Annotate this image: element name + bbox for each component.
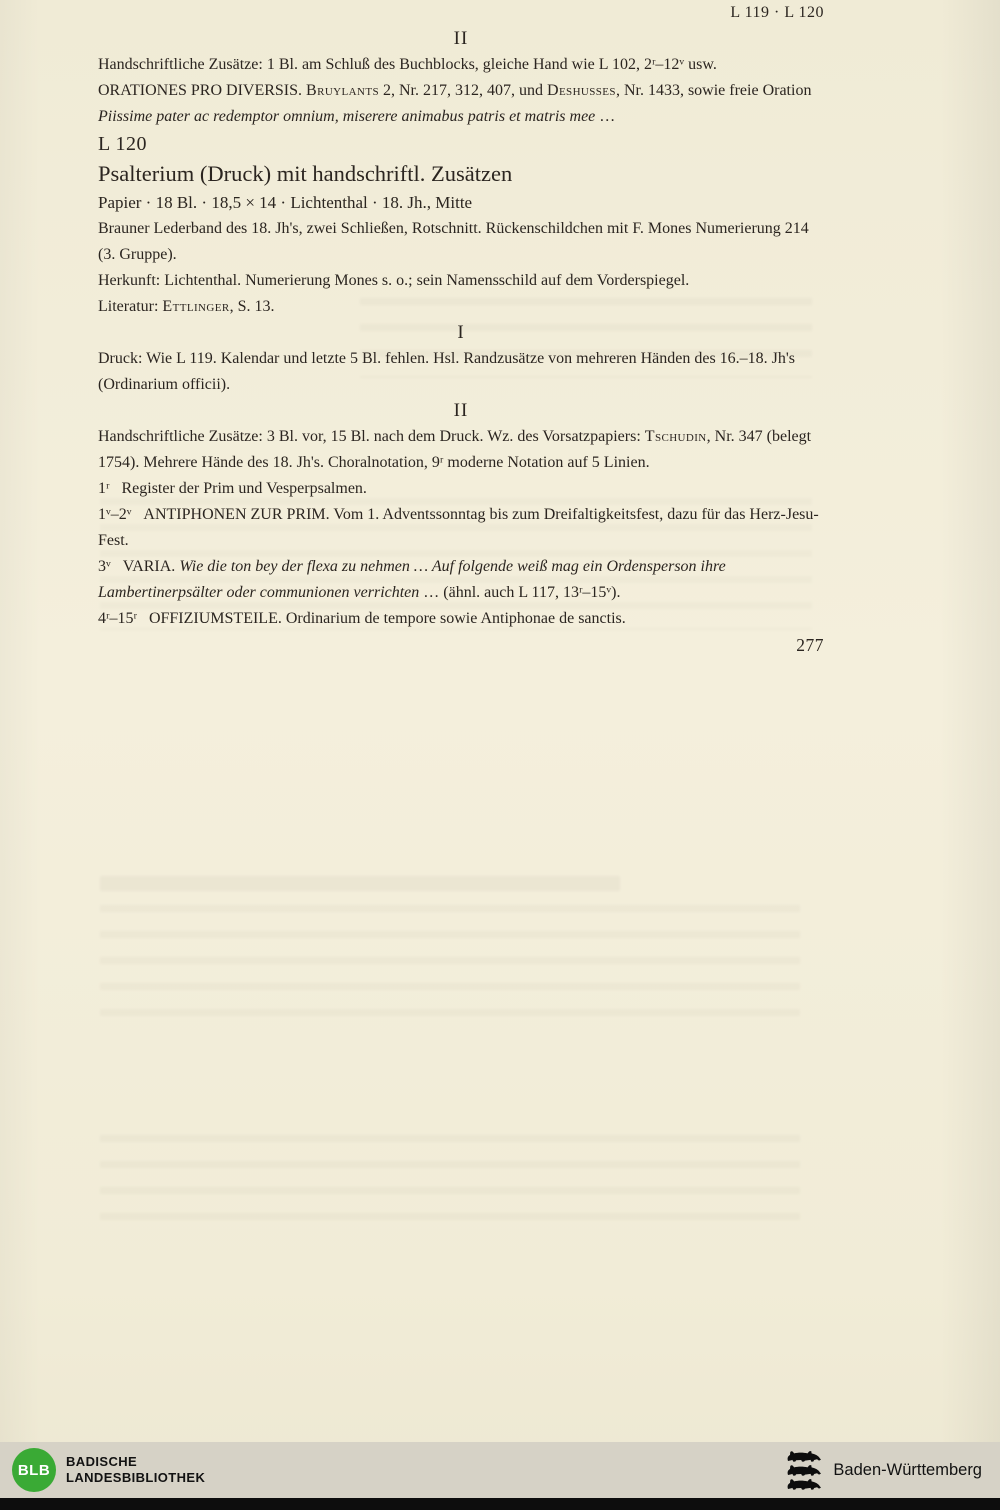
bw-branding-link[interactable] [785, 1450, 1000, 1490]
baden-wuerttemberg-coat-of-arms-icon [785, 1450, 823, 1490]
library-name-line2: LANDESBIBLIOTHEK [66, 1470, 206, 1485]
running-head-shelfmarks: L 119 · L 120 [730, 4, 824, 21]
folio-ref: 1ʳ [98, 480, 110, 497]
shelfmark-heading: L 120 [98, 133, 147, 155]
orationes-mid1: 2, Nr. 217, 312, 407, und [378, 82, 547, 99]
paragraph-print-description: Druck: Wie L 119. Kalendar und letzte 5 Bl. fehlen. Hsl. Randzusätze von mehreren Händen des 16.–18. Jh's (Ordinarium officii). [98, 350, 796, 393]
material-line: Papier · 18 Bl. · 18,5 × 14 · Lichtenthal · 18. Jh., Mitte [98, 193, 473, 212]
literature-label: Literatur: [98, 298, 163, 315]
orationes-mid2: , Nr. 1433, sowie freie Oration [615, 82, 812, 99]
footer-bar [0, 1442, 1000, 1498]
blb-branding-link[interactable] [0, 1448, 205, 1492]
entry-lead: VARIA. [122, 558, 180, 575]
blb-logo-icon[interactable] [12, 1448, 56, 1492]
folio-ref: 3ᵛ [98, 558, 111, 575]
paragraph-orationes [98, 78, 824, 130]
entry-title: Psalterium (Druck) mit handschriftl. Zusätzen [98, 161, 513, 186]
entry-quote: Wie die ton bey der flexa zu nehmen … Auf folgende weiß mag ein Ordensperson ihre Lambertinerpsälter oder communionen verrichten [98, 558, 726, 601]
orationes-incipit: Piissime pater ac redemptor omnium, miserere animabus patris et matris mee [98, 108, 596, 125]
entry-text: OFFIZIUMSTEILE. Ordinarium de tempore sowie Antiphonae de sanctis. [148, 610, 626, 627]
literature-tail: , S. 13. [229, 298, 275, 315]
paragraph-additions-l120 [98, 424, 824, 476]
paragraph-provenance: Herkunft: Lichtenthal. Numerierung Mones s. o.; sein Namensschild auf dem Vorderspiegel. [98, 272, 690, 289]
entry-tail: … (ähnl. auch L 117, 13ʳ–15ᵛ). [419, 584, 621, 601]
page-number: 277 [796, 635, 824, 655]
literature-ref-ettlinger: Ettlinger [162, 298, 230, 315]
paragraph-binding: Brauner Lederband des 18. Jh's, zwei Schließen, Rotschnitt. Rückenschildchen mit F. Mones Numerierung 214 (3. Gruppe). [98, 220, 809, 263]
page-showthrough [100, 1135, 800, 1221]
library-name-line1: BADISCHE [66, 1454, 138, 1469]
entry-text: Register der Prim und Vesperpsalmen. [121, 480, 367, 497]
library-name [66, 1454, 205, 1486]
folio-ref: 4ʳ–15ʳ [98, 610, 137, 627]
entry-text: ANTIPHONEN ZUR PRIM. Vom 1. Adventssonntag bis zum Dreifaltigkeitsfest, dazu für das Herz-Jesu-Fest. [98, 506, 819, 549]
content-entry-offiziumsteile [98, 606, 824, 632]
section-numeral-i: I [457, 322, 465, 343]
content-entry-register [98, 476, 824, 502]
additions-ref-tschudin: Tschudin [644, 428, 707, 445]
section-numeral-ii-2: II [453, 400, 469, 421]
page-showthrough [100, 905, 800, 1017]
orationes-ref-deshusses: Deshusses [546, 82, 616, 99]
paragraph-literature [98, 294, 824, 320]
folio-ref: 1ᵛ–2ᵛ [98, 506, 132, 523]
orationes-tail: … [595, 108, 616, 125]
section-numeral-ii: II [453, 28, 469, 49]
orationes-lead: ORATIONES PRO DIVERSIS. [98, 82, 307, 99]
content-entry-varia [98, 554, 824, 606]
bottom-black-bar [0, 1498, 1000, 1510]
additions-tail: , Nr. 347 (belegt 1754). Mehrere Hände des 18. Jh's. Choralnotation, 9ʳ moderne Notation auf 5 Linien. [98, 428, 812, 471]
orationes-ref-bruylants: Bruylants [306, 82, 379, 99]
content-entry-antiphonen [98, 502, 824, 554]
page-showthrough [100, 876, 620, 891]
paragraph-additions-l119: Handschriftliche Zusätze: 1 Bl. am Schluß des Buchblocks, gleiche Hand wie L 102, 2ʳ–12ᵛ usw. [98, 56, 717, 73]
page-content [98, 0, 824, 658]
blb-logo-text: BLB [17, 1461, 51, 1479]
state-name: Baden-Württemberg [833, 1460, 982, 1479]
additions-lead: Handschriftliche Zusätze: 3 Bl. vor, 15 Bl. nach dem Druck. Wz. des Vorsatzpapiers: [98, 428, 645, 445]
